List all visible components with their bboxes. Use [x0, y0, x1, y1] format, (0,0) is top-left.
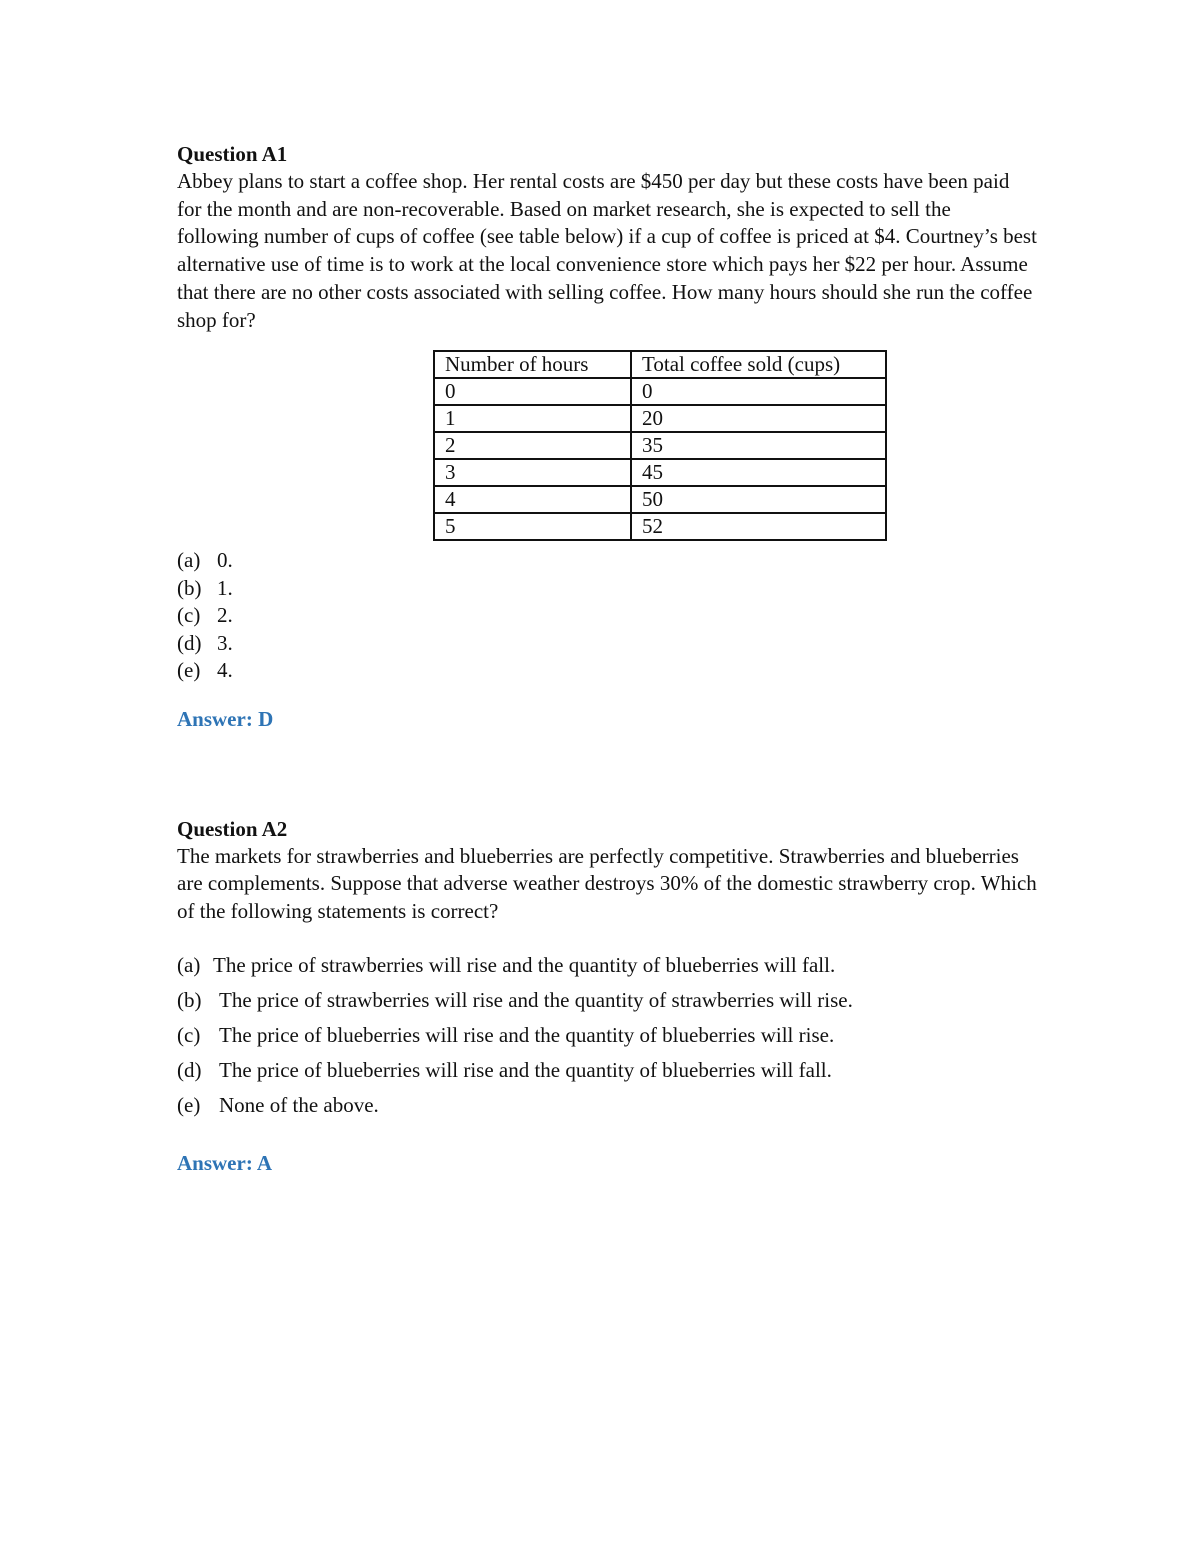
table-row — [434, 405, 886, 432]
question-a1-body: Abbey plans to start a coffee shop. Her rental costs are $450 per day but these costs have been paid for the month and are non-recoverable. Based on market research, she is expected to sell the following number of cups of coffee (see table below) if a cup of coffee is priced at $4. Courtney’s best alternative use of time is to work at the local convenience store which pays her $22 per hour. Assume that there are no other costs associated with selling coffee. How many hours should she run the coffee shop for? — [177, 169, 1037, 332]
option-text: The price of strawberries will rise and the quantity of strawberries will rise. — [219, 987, 853, 1012]
question-a2 — [177, 815, 1037, 1177]
option-item — [177, 657, 1037, 685]
option-item — [177, 630, 1037, 658]
question-a2-options — [177, 948, 1037, 1123]
table-cell: 0 — [434, 378, 631, 405]
option-tag: (e) — [177, 1092, 201, 1117]
question-a2-answer: Answer: A — [177, 1150, 273, 1175]
table-row — [434, 378, 886, 405]
option-text: 2. — [217, 603, 233, 628]
table-cell: 0 — [631, 378, 886, 405]
option-tag: (d) — [177, 630, 202, 655]
table-row — [434, 486, 886, 513]
table-row — [434, 432, 886, 459]
option-tag: (a) — [177, 548, 201, 573]
table-cell: 45 — [631, 459, 886, 486]
table-cell: 50 — [631, 486, 886, 513]
table-cell: 2 — [434, 432, 631, 459]
option-item — [177, 948, 1037, 983]
option-item — [177, 1018, 1037, 1053]
option-tag: (d) — [177, 1057, 202, 1082]
question-a1-answer: Answer: D — [177, 706, 274, 731]
table-cell: 3 — [434, 459, 631, 486]
option-item — [177, 547, 1037, 575]
table-cell: 4 — [434, 486, 631, 513]
question-a2-body: The markets for strawberries and blueberries are perfectly competitive. Strawberries and blueberries are complements. Suppose that adverse weather destroys 30% of the domestic strawberry crop. Which of the following statements is correct? — [177, 843, 1037, 924]
table-cell: 1 — [434, 405, 631, 432]
table-cell: 52 — [631, 513, 886, 540]
question-a1-options — [177, 547, 1037, 685]
document-page — [177, 140, 1037, 1177]
option-text: 3. — [217, 630, 233, 655]
option-tag: (a) — [177, 952, 201, 977]
question-a2-title: Question A2 — [177, 816, 288, 841]
coffee-table — [433, 350, 887, 541]
option-text: The price of blueberries will rise and the quantity of blueberries will fall. — [219, 1057, 832, 1082]
option-item — [177, 1088, 1037, 1123]
option-item — [177, 602, 1037, 630]
option-text: 0. — [217, 548, 233, 573]
table-row — [434, 513, 886, 540]
table-header-cups: Total coffee sold (cups) — [631, 351, 886, 378]
question-a1 — [177, 140, 1037, 733]
option-tag: (b) — [177, 987, 202, 1012]
option-item — [177, 983, 1037, 1018]
option-tag: (c) — [177, 603, 201, 628]
table-header-hours: Number of hours — [434, 351, 631, 378]
option-tag: (b) — [177, 575, 202, 600]
option-tag: (e) — [177, 658, 201, 683]
option-item — [177, 1053, 1037, 1088]
option-text: None of the above. — [219, 1092, 379, 1117]
table-row — [434, 459, 886, 486]
option-item — [177, 575, 1037, 603]
option-tag: (c) — [177, 1022, 201, 1047]
question-a1-title: Question A1 — [177, 142, 288, 166]
table-header-row — [434, 351, 886, 378]
option-text: The price of strawberries will rise and the quantity of blueberries will fall. — [213, 952, 836, 977]
table-cell: 35 — [631, 432, 886, 459]
table-cell: 20 — [631, 405, 886, 432]
table-cell: 5 — [434, 513, 631, 540]
option-text: The price of blueberries will rise and the quantity of blueberries will rise. — [219, 1022, 835, 1047]
option-text: 4. — [217, 658, 233, 683]
option-text: 1. — [217, 575, 233, 600]
